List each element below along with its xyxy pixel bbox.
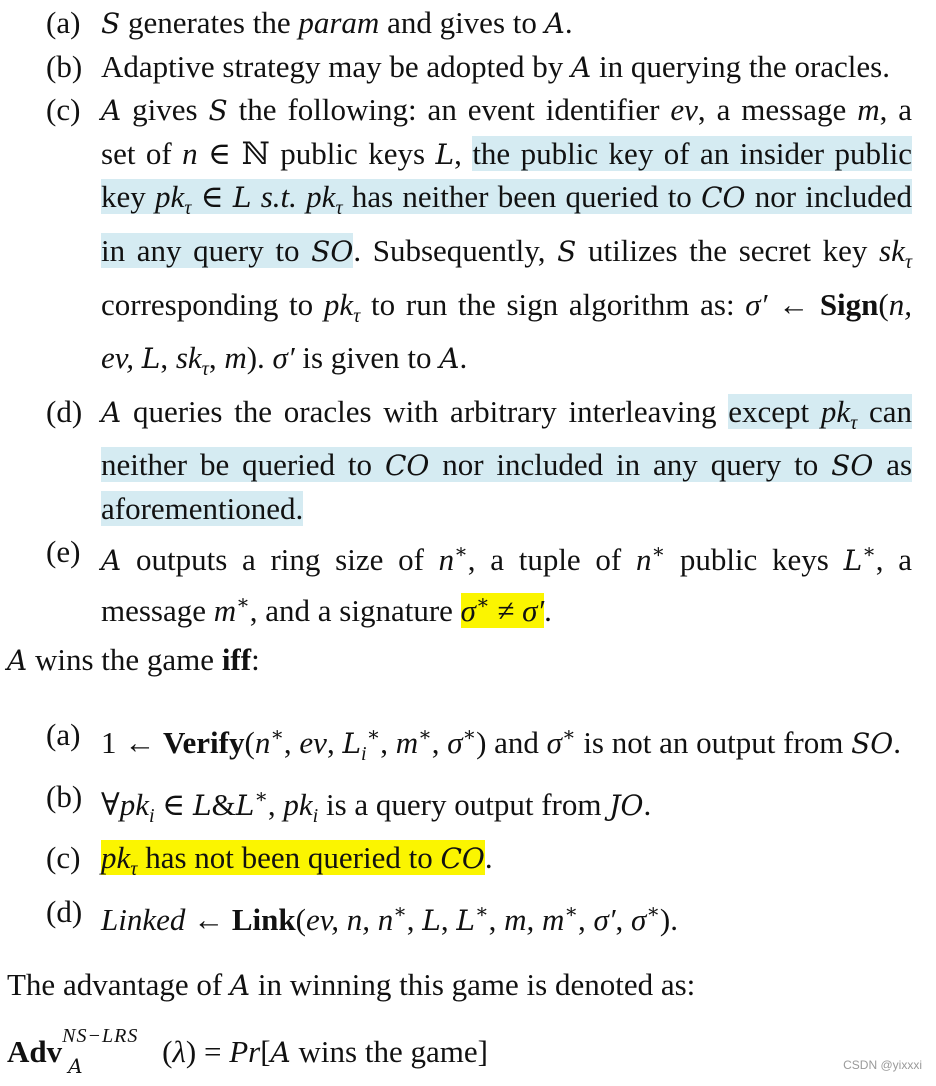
- step-label: (d): [46, 393, 83, 429]
- wins-line: A wins the game iff:: [7, 642, 260, 677]
- condition-label: (d): [46, 893, 83, 929]
- advantage-line: The advantage of A in winning this game is denoted as:: [7, 967, 696, 1002]
- win-conditions: [0, 714, 912, 942]
- step-e: (e) A outputs a ring size of n∗, a tuple of n∗ public keys L∗, a message m∗, and a signature σ∗ ≠ σ′.: [0, 531, 912, 633]
- step-b: (b) Adaptive strategy may be adopted by A in querying the oracles.: [0, 46, 912, 90]
- step-label: (a): [46, 5, 81, 40]
- highlight-insider: the public key of an insider public key $pk_\tau$ ∈ L s.t. $pk_\tau$ has neither been queried to CO nor included in any query to SO: [101, 135, 913, 268]
- step-d: (d) A queries the oracles with arbitrary interleaving except $pk_\tau$ can neither be queried to CO nor included in any query to SO as aforementioned.: [0, 391, 912, 531]
- condition-d: (d) Linked ← Link(ev, n, n∗, L, L∗, m, m∗, σ′, σ∗).: [0, 891, 912, 943]
- condition-label: (b): [46, 778, 83, 814]
- advantage-formula: Adv NS−LRS A (λ) = Pr[A wins the game]: [7, 1025, 488, 1078]
- step-label: (e): [46, 533, 81, 569]
- step-c: (c) A gives S the following: an event identifier ev, a message m, a set of n ∈ ℕ public keys L, the public key of an insider public key $pk_\tau$ ∈ L s.t. $pk_\tau$ has neither been queried to CO nor included in any query to SO. Subsequently, S utilizes the secret key $sk_\tau$ corresponding to $pk_\tau$ to run the sign algorithm as: σ′ ← Sign(n, ev, L, $sk_\tau$, m). σ′ is given to A.: [0, 89, 912, 391]
- highlight-signature: σ∗ ≠ σ′: [460, 592, 545, 629]
- condition-label: (a): [46, 717, 81, 752]
- condition-label: (c): [46, 840, 81, 876]
- game-steps: [0, 2, 912, 633]
- watermark: CSDN @yixxxi: [843, 1058, 922, 1072]
- condition-b: (b) $\forall pk_i$ ∈ L&L∗, $pk_i$ is a query output from JO.: [0, 776, 912, 838]
- step-a: (a) S generates the param and gives to A.: [0, 2, 912, 46]
- condition-a: (a) 1 ← Verify(n∗, ev, $L_i^∗$, m∗, σ∗) and σ∗ is not an output from SO.: [0, 714, 912, 776]
- condition-c: (c) $pk_\tau$ has not been queried to CO.: [0, 837, 912, 891]
- highlight-except: except $pk_\tau$ can neither be queried to CO nor included in any query to SO as aforementioned.: [101, 393, 913, 526]
- step-label: (b): [46, 48, 83, 84]
- step-label: (c): [46, 92, 81, 128]
- highlight-not-queried: $pk_\tau$ has not been queried to CO: [101, 840, 485, 881]
